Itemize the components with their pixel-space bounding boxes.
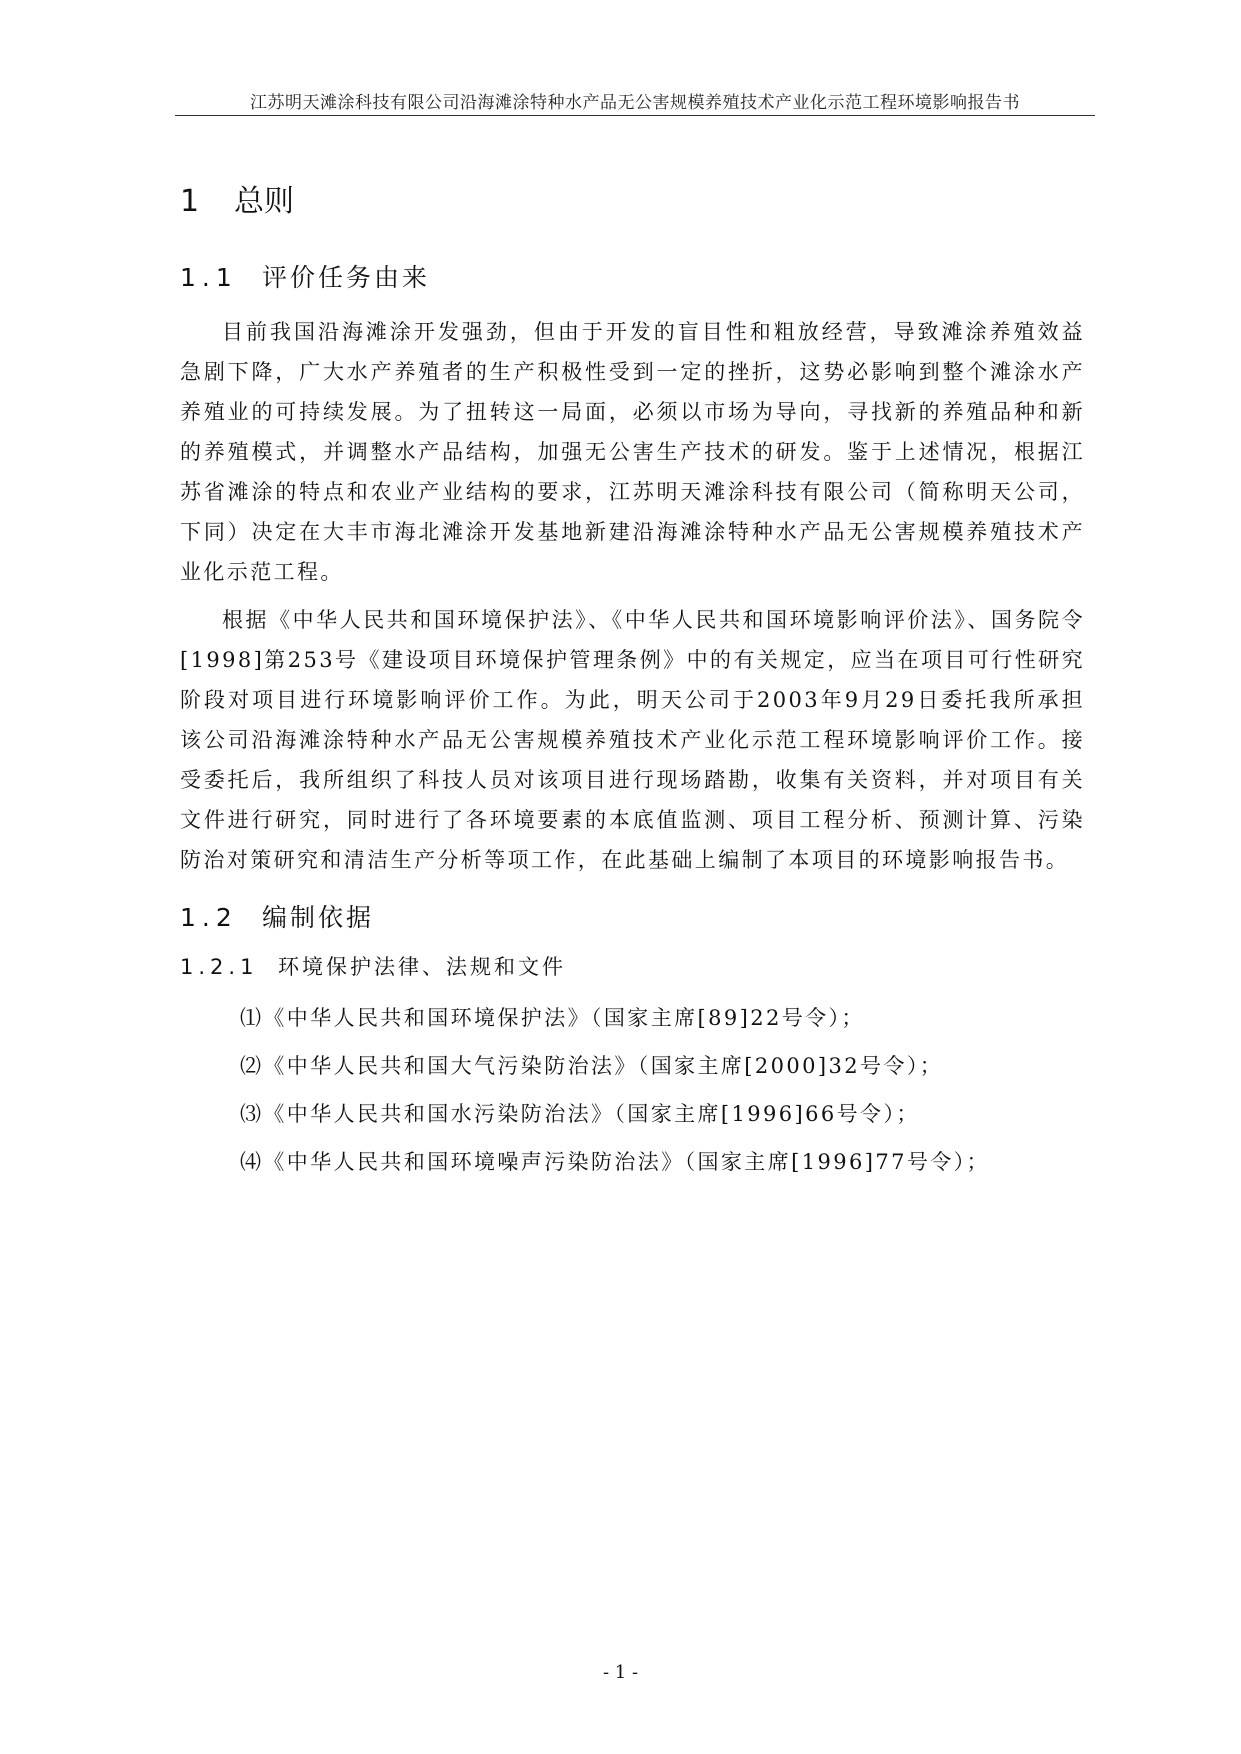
section-heading-1-1 [180, 258, 1085, 298]
chapter-heading [180, 180, 1085, 224]
subsection-number: 1.2.1 [180, 955, 259, 979]
paragraph: 根据《中华人民共和国环境保护法》、《中华人民共和国环境影响评价法》、国务院令[1998]第253号《建设项目环境保护管理条例》中的有关规定，应当在项目可行性研究阶段对项目进行环境影响评价工作。为此，明天公司于2003年9月29日委托我所承担该公司沿海滩涂特种水产品无公害规模养殖技术产业化示范工程环境影响评价工作。接受委托后，我所组织了科技人员对该项目进行现场踏勘，收集有关资料，并对项目有关文件进行研究，同时进行了各环境要素的本底值监测、项目工程分析、预测计算、污染防治对策研究和清洁生产分析等项工作，在此基础上编制了本项目的环境影响报告书。 [180, 608, 1085, 872]
subsection-title: 环境保护法律、法规和文件 [278, 955, 566, 979]
header-divider [175, 115, 1095, 116]
section-number: 1.2 [180, 903, 238, 932]
chapter-number: 1 [180, 184, 200, 219]
section-heading-1-2 [180, 898, 1085, 938]
paragraph: 目前我国沿海滩涂开发强劲，但由于开发的盲目性和粗放经营，导致滩涂养殖效益急剧下降，广大水产养殖者的生产积极性受到一定的挫折，这势必影响到整个滩涂水产养殖业的可持续发展。为了扭转这一局面，必须以市场为导向，寻找新的养殖品种和新的养殖模式，并调整水产品结构，加强无公害生产技术的研发。鉴于上述情况，根据江苏省滩涂的特点和农业产业结构的要求，江苏明天滩涂科技有限公司（简称明天公司，下同）决定在大丰市海北滩涂开发基地新建沿海滩涂特种水产品无公害规模养殖技术产业化示范工程。 [180, 320, 1085, 584]
document-body [180, 180, 1085, 1186]
page-number: - 1 - [602, 1662, 639, 1683]
chapter-title: 总则 [234, 184, 294, 219]
list-item: ⑵《中华人民共和国大气污染防治法》（国家主席[2000]32号令）； [240, 1054, 944, 1078]
list-item: ⑴《中华人民共和国环境保护法》（国家主席[89]22号令）； [240, 1006, 865, 1030]
section-title: 评价任务由来 [262, 263, 431, 292]
list-item: ⑶《中华人民共和国水污染防治法》（国家主席[1996]66号令）； [240, 1102, 920, 1126]
list-item: ⑷《中华人民共和国环境噪声污染防治法》（国家主席[1996]77号令）； [240, 1150, 990, 1174]
running-header: 江苏明天滩涂科技有限公司沿海滩涂特种水产品无公害规模养殖技术产业化示范工程环境影响报告书 [250, 93, 1020, 113]
subsection-heading-1-2-1 [180, 952, 1085, 982]
section-number: 1.1 [180, 263, 238, 292]
section-title: 编制依据 [262, 903, 375, 932]
